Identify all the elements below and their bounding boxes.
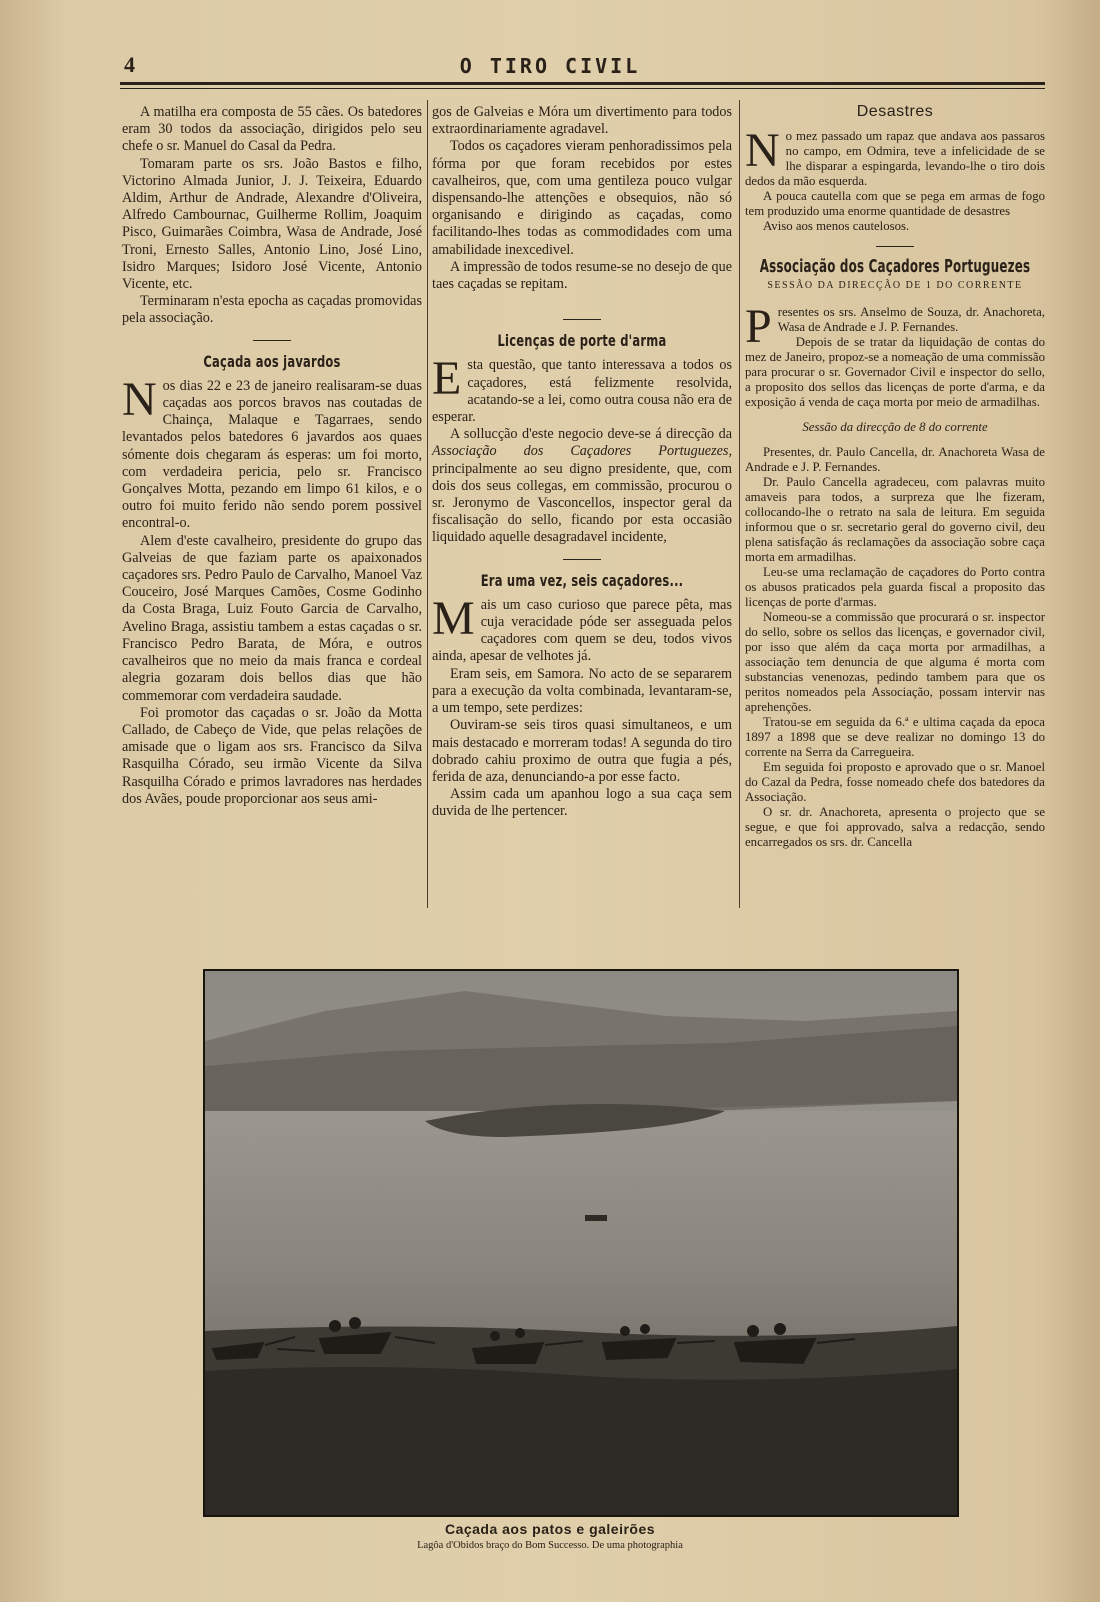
article-paragraph: A pouca cautella com que se pega em armas de fogo tem produzido uma enorme quantidade de desastres [745, 189, 1045, 218]
column-divider-2 [739, 100, 740, 908]
article-paragraph: Aviso aos menos cautelosos. [763, 219, 910, 233]
article-paragraph-lead: Nos dias 22 e 23 de janeiro realisaram-se duas caçadas aos porcos bravos nas coutadas de Chainça, Malaque e Tagarraes, sendo levantados pelos batedores 6 javardos aos quaes sómente dois chegaram ás esperas: um foi morto, com verdadeira pericia, pelo sr. Francisco Gonçalves Motta, pezando em limpo 61 kilos, e o outro foi muito ferido não sendo porem possivel encontral-o. [122, 372, 422, 532]
photograph-image [205, 971, 957, 1515]
article-paragraph: Foi promotor das caçadas o sr. João da Motta Callado, de Cabeço de Vide, que pelas relações de amisade que o ligam aos srs. Francisco da Silva Rasquilha Córado, seu irmão Vicente da Silva Rasquilha Córado e primos lavradores nas herdades dos Avães, poude proporcionar aos seus ami- [122, 704, 422, 807]
article-paragraph: A impressão de todos resume-se no desejo de que taes caçadas se repitam. [432, 258, 732, 293]
masthead-title: O TIRO CIVIL [459, 54, 641, 78]
article-paragraph: Nomeou-se a commissão que procurará o sr. inspector do sello, sobre os sellos das licenças, e governador civil, por isso que além da caça morta por armadilhas, a associação tem denuncia de que alguma é morta com substancias venenozas, pedindo tambem para que os peritos nomeados pela Associação, possam intervir nas aprehenções. [745, 610, 1045, 714]
photo-caption: Caçada aos patos e galeirões [444, 1521, 656, 1537]
section-separator [563, 319, 601, 320]
drop-cap: N [745, 124, 780, 177]
section-heading-seis-cacadores: Era uma vez, seis caçadores... [480, 570, 684, 590]
column-1 [122, 104, 422, 808]
article-paragraph: Eram seis, em Samora. No acto de se separarem para a execução da volta combinada, levantaram-se, a um tempo, sete perdizes: [432, 665, 732, 717]
article-paragraph: Presentes, dr. Paulo Cancella, dr. Anachoreta Wasa de Andrade e J. P. Fernandes. [745, 445, 1045, 474]
article-paragraph: A sollucção d'este negocio deve-se á direcção da Associação dos Caçadores Portuguezes, principalmente ao seu digno presidente, que, com dois dos seus collegas, em commissão, procurou o sr. Jeronymo de Vasconcellos, inspector geral da fiscalisação do sello, ficando por esta occasião liquidado aquelle desagradavel incidente, [432, 426, 732, 546]
section-separator [563, 559, 601, 560]
session-title: SESSÃO DA DIRECÇÃO DE 1 DO CORRENTE [767, 280, 1023, 291]
article-paragraph-lead: No mez passado um rapaz que andava aos passaros no campo, em Odmira, teve a infelicidade de se lhe disparar a espingarda, levando-lhe o tiro dois dedos da mão esquerda. [745, 124, 1045, 188]
section-separator [253, 340, 291, 341]
lagoon-photograph [203, 969, 959, 1517]
article-paragraph: A matilha era composta de 55 cães. Os batedores eram 30 todos da associação, dirigidos pelo seu chefe o sr. Manuel do Casal da Pedra. [122, 104, 422, 155]
article-paragraph-lead: Mais um caso curioso que parece pêta, mas cuja veracidade póde ser asseguada pelos caçadores com quem se deu, todos vivos ainda, apesar de velhotes já. [432, 591, 732, 665]
column-3 [745, 104, 1045, 850]
column-2 [432, 104, 732, 821]
photo-subcaption: Lagôa d'Obidos braço do Bom Successo. De uma photographia [417, 1540, 683, 1551]
column-divider-1 [427, 100, 428, 908]
article-paragraph: Terminaram n'esta epocha as caçadas promovidas pela associação. [122, 293, 422, 327]
article-paragraph: Depois de se tratar da liquidação de contas do mez de Janeiro, propoz-se a nomeação de uma commissão para procurar o sr. Governador Civil e inspector do sello, a proposito dos sellos das licenças de porte d'arma, e da exposição á venda de caça morta por meio de armadilhas. [745, 335, 1045, 409]
article-paragraph: Alem d'este cavalheiro, presidente do grupo das Galveias de que faziam parte os apaixonados caçadores srs. Pedro Paulo de Carvalho, Manoel Vaz Couceiro, José Marques Camões, Cosme Godinho da Costa Braga, Luiz Fouto Garcia de Carvalho, Avelino Braga, assistiu tambem a estas caçadas o sr. Francisco Pedro Barata, de Móra, e outros cavalheiros que no meio da mais franca e cordeal alegria gozaram dois bellos dias que hão commemorar com verdadeira saudade. [122, 532, 422, 704]
page-number: 4 [124, 52, 135, 77]
article-paragraph: Em seguida foi proposto e aprovado que o sr. Manoel do Cazal da Pedra, fosse nomeado chefe dos batedores da Associação. [745, 760, 1045, 804]
article-paragraph: Todos os caçadores vieram penhoradissimos pela fórma por que foram recebidos por estes cavalheiros, que, com uma gentileza pouco vulgar dispensando-lhe attenções e obsequios, não só organisando e dirigindo as caçadas, como facilitando-lhes todas as commodidades com uma amabilidade inexcedivel. [432, 138, 732, 258]
drop-cap: N [122, 372, 157, 426]
section-heading-desastres: Desastres [856, 103, 934, 120]
drop-cap: P [745, 300, 772, 353]
article-paragraph: Leu-se uma reclamação de caçadores do Porto contra os abusos praticados pela guarda fiscal a proposito das licenças de porte d'armas. [745, 565, 1045, 609]
article-paragraph: Ouviram-se seis tiros quasi simultaneos, e um mais destacado e morreram todas! A segunda do tiro dobrado cahiu proximo de outra que fugia a pés, ferida de aza, denunciando-a por esse facto. [432, 717, 732, 785]
header-rule-thin [120, 88, 1045, 89]
article-paragraph: Assim cada um apanhou logo a sua caça sem duvida de lhe pertencer. [432, 786, 732, 820]
drop-cap: E [432, 352, 462, 406]
section-heading-licencas: Licenças de porte d'arma [497, 331, 667, 351]
article-paragraph-lead: Esta questão, que tanto interessava a todos os caçadores, está felizmente resolvida, acatando-se a lei, como outra cousa não era de esperar. [432, 352, 732, 426]
header-rule-thick [120, 82, 1045, 85]
section-heading-javardos: Caçada aos javardos [203, 351, 341, 371]
association-name-italic: Associação dos Caçadores Portuguezes, [432, 443, 732, 460]
drop-cap: M [432, 591, 475, 645]
session-title-italic: Sessão da direcção de 8 do corrente [802, 420, 988, 434]
article-paragraph-lead: Presentes os srs. Anselmo de Souza, dr. Anachoreta, Wasa de Andrade e J. P. Fernandes. [745, 300, 1045, 353]
article-paragraph: Tomaram parte os srs. João Bastos e filho, Victorino Almada Junior, J. J. Teixeira, Eduardo Aldim, Arthur de Andrade, Alexandre d'Oliveira, Alfredo Cambournac, Guilherme Rollim, Joaquim Pisco, Guimarães Coimbra, Wasa de Andrade, José Troni, Ernesto Salles, Antonio Lino, José Lino, Isidro Marques; Isidoro José Vicente, Antonio Vicente, etc. [122, 155, 422, 293]
article-paragraph: Dr. Paulo Cancella agradeceu, com palavras muito amaveis para todos, a surpreza que lhe fizeram, collocando-lhe o retrato na sala de leitura. Em seguida informou que o sr. secretario geral do governo civil, deu plena satisfação ás reclamações da associação sobre caça morta em armadilhas. [745, 475, 1045, 564]
section-separator [876, 246, 914, 247]
article-paragraph: Tratou-se em seguida da 6.ª e ultima caçada da epoca 1897 a 1898 que se deve realizar no domingo 13 do corrente na Serra da Carregueira. [745, 715, 1045, 759]
article-paragraph: gos de Galveias e Móra um divertimento para todos extraordinariamente agradavel. [432, 104, 732, 138]
article-paragraph: O sr. dr. Anachoreta, apresenta o projecto que se segue, e que foi approvado, salva a redacção, sendo encarregados os srs. dr. Cancella [745, 805, 1045, 849]
section-heading-associacao: Associação dos Caçadores Portuguezes [759, 256, 1031, 277]
